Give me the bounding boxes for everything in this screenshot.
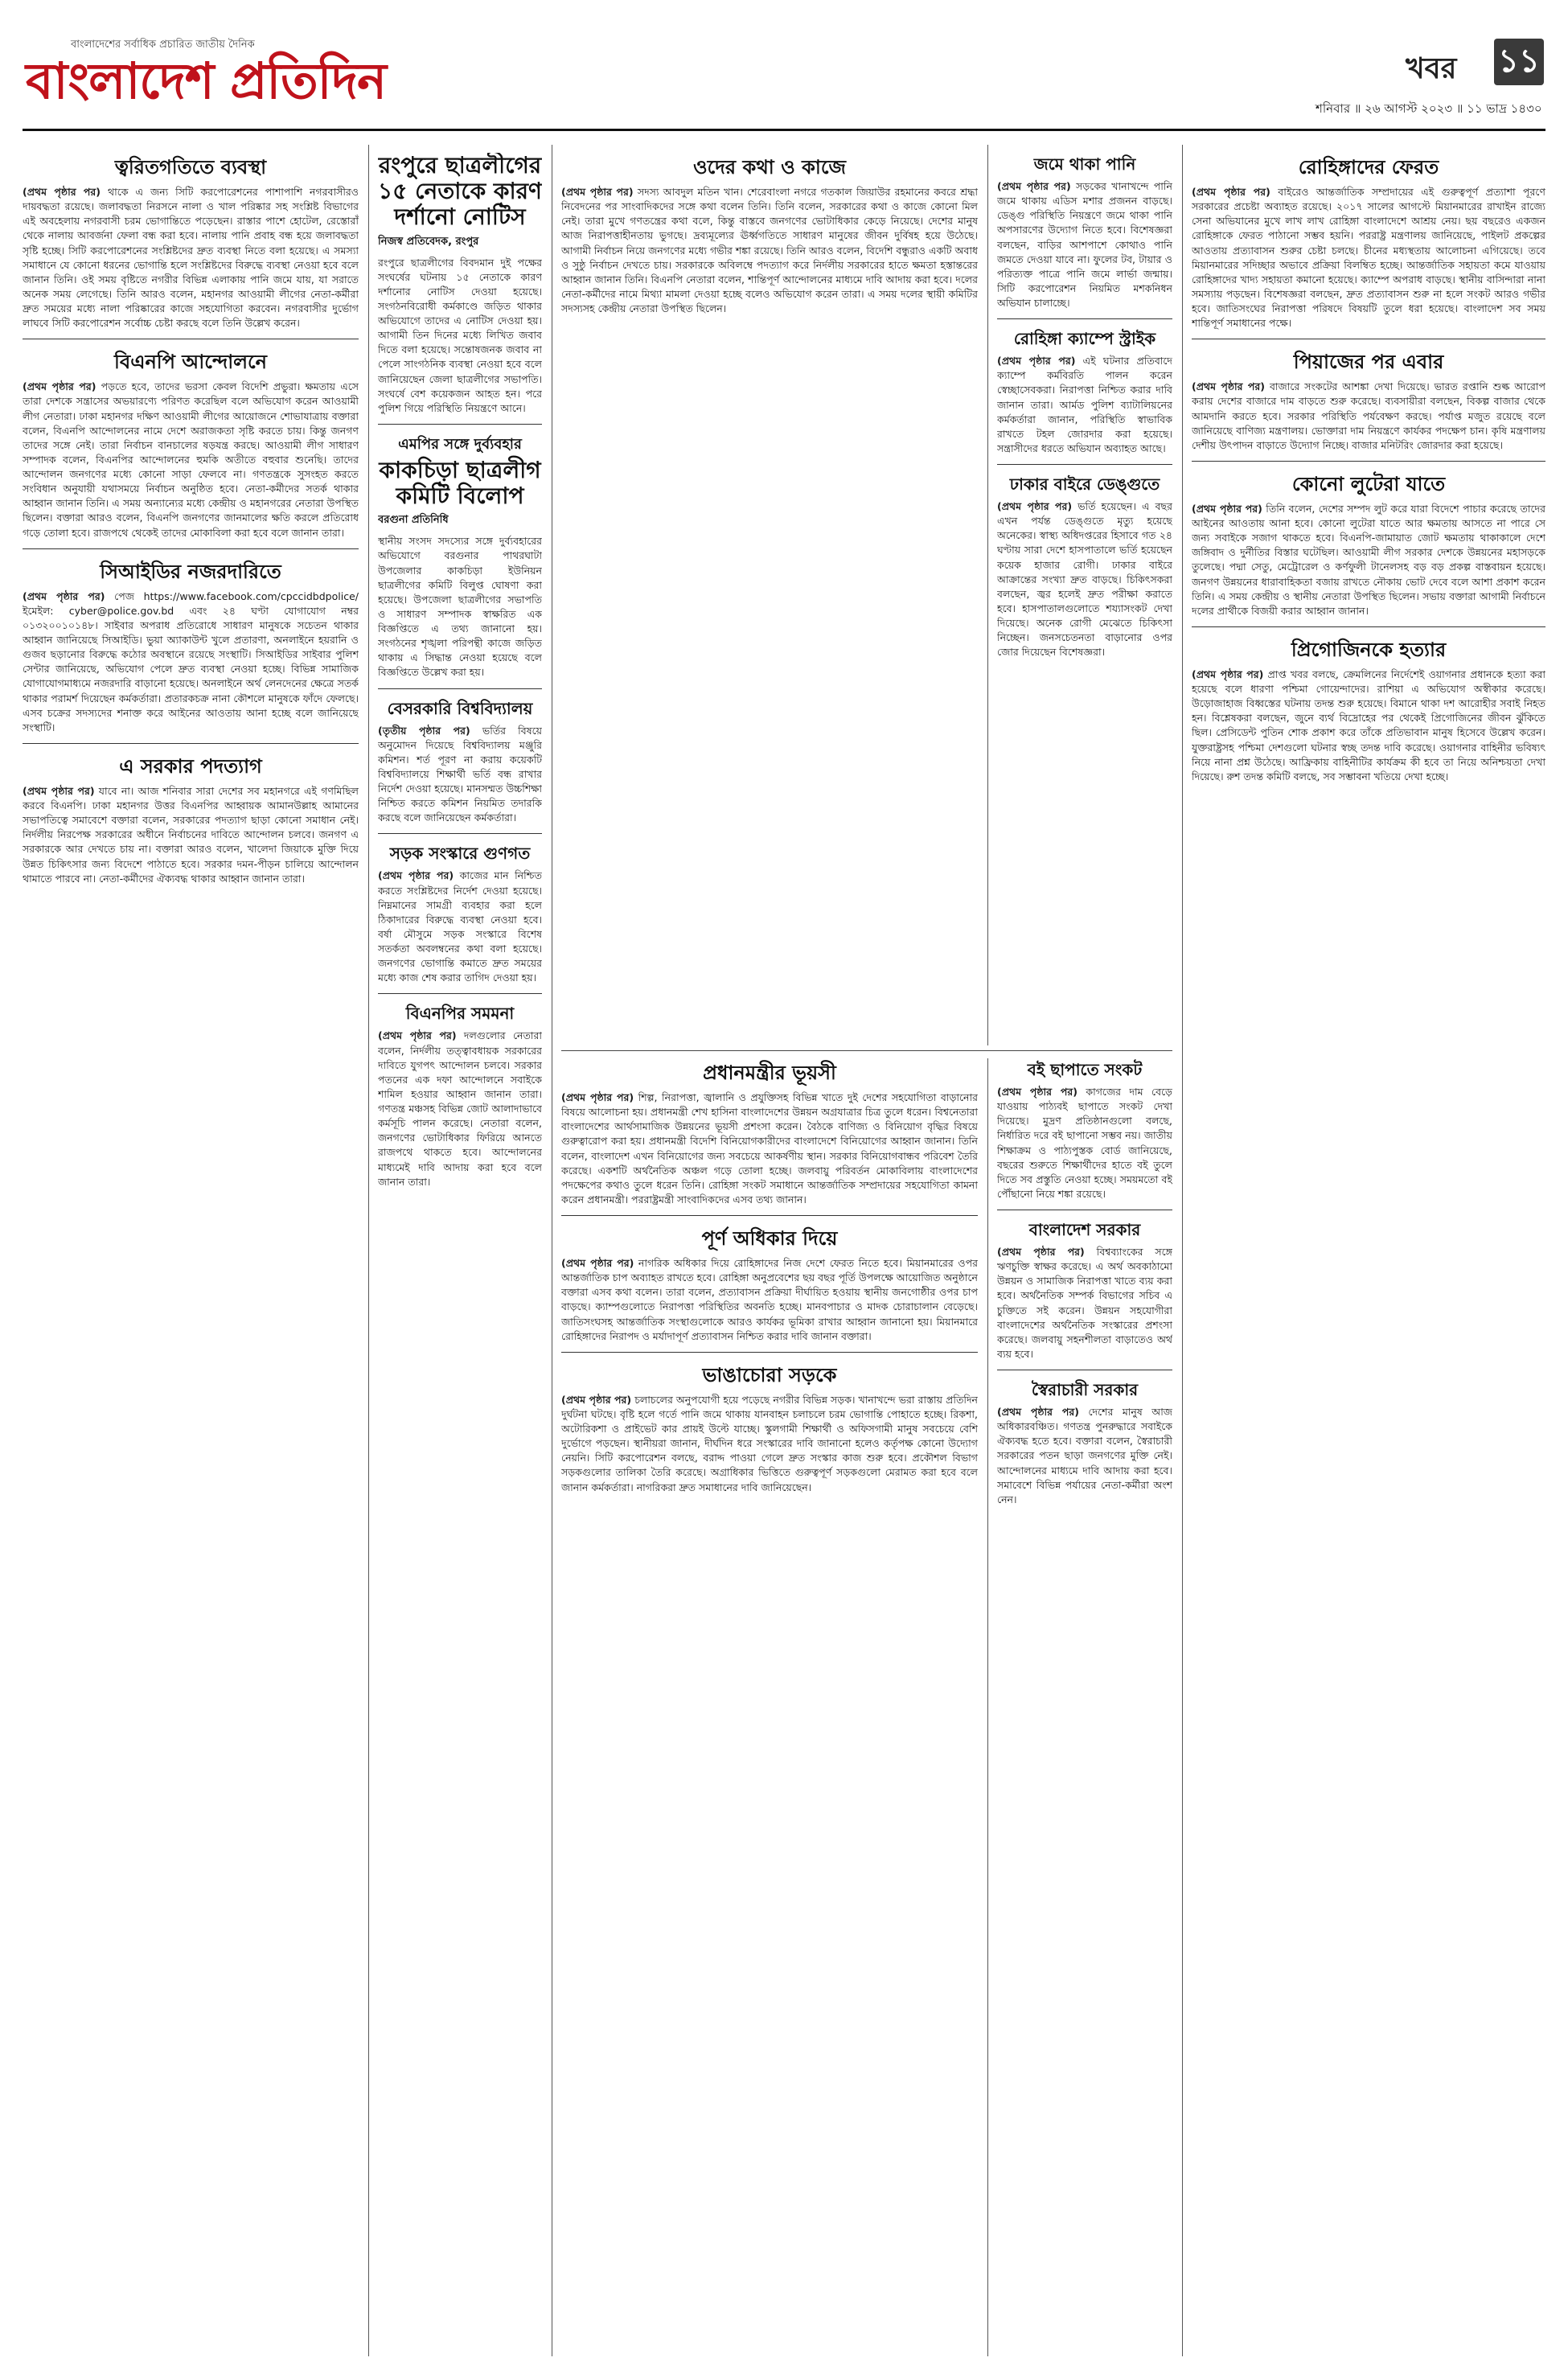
masthead — [23, 23, 1545, 135]
headline: প্রিগোজিনকে হত্যার — [1291, 637, 1447, 661]
headline: ভাঙাচোরা সড়কে — [702, 1362, 837, 1386]
article-body: নাগরিক অধিকার দিয়ে রোহিঙ্গাদের নিজ দেশে ফেরত নিতে হবে। মিয়ানমারের ওপর আন্তর্জাতিক চাপ অব্যাহত রাখতে হবে। রোহিঙ্গা অনুপ্রবেশের ছয় বছর পূর্তি উপলক্ষে আয়োজিত অনুষ্ঠানে বক্তারা এসব কথা বলেন। তারা বলেন, প্রত্যাবাসন প্রক্রিয়া দীর্ঘায়িত হওয়ায় স্থানীয় জনগোষ্ঠীর ওপর চাপ বাড়ছে। ক্যাম্পগুলোতে নিরাপত্তা পরিস্থিতির অবনতি হচ্ছে। মানবপাচার ও মাদক চোরাচালান বেড়েছে। জাতিসংঘসহ আন্তর্জাতিক সংস্থাগুলোকে আরও কার্যকর ভূমিকা রাখার আহ্বান জানানো হয়। মিয়ানমারে রোহিঙ্গাদের নিরাপদ ও মর্যাদাপূর্ণ প্রত্যাবাসন নিশ্চিত করার দাবি জানান বক্তারা। — [561, 1257, 978, 1342]
continuation-label: (প্রথম পৃষ্ঠার পর) — [561, 1257, 634, 1269]
article-road-repair — [378, 842, 542, 985]
column-narrow — [378, 153, 542, 2356]
article-body: পেজ https://www.facebook.com/cpccidbdpolice/ ইমেইল: cyber@police.gov.bd এবং ২৪ ঘণ্টা যোগাযোগ নম্বর ০১৩২০০১০১৪৮। সাইবার অপরাধ প্রতিরোধে সাধারণ মানুষকে সচেতন থাকার আহ্বান জানিয়েছে সিআইডি। ভুয়া অ্যাকাউন্ট খুলে প্রতারণা, অনলাইনে হয়রানি ও গুজব ছড়ানোর বিরুদ্ধে কঠোর অবস্থানে রয়েছে সংস্থাটি। সিআইডির সাইবার পুলিশ সেন্টার জানিয়েছে, অভিযোগ পেলে দ্রুত ব্যবস্থা নেওয়া হচ্ছে। বিভিন্ন সামাজিক যোগাযোগমাধ্যমে নজরদারি বাড়ানো হয়েছে। অনলাইনে অর্থ লেনদেনের ক্ষেত্রে সতর্ক থাকার পরামর্শ দিয়েছেন কর্মকর্তারা। প্রতারকচক্র নানা কৌশলে মানুষকে ফাঁদে ফেলছে। এসব চক্রের সদস্যদের শনাক্ত করে আইনের আওতায় আনা হচ্ছে বলে জানিয়েছে সংস্থাটি। — [23, 589, 359, 733]
article-bangladesh-govt — [997, 1218, 1172, 1362]
divider — [1192, 461, 1545, 462]
column-divider — [368, 145, 369, 2356]
headline: পূর্ণ অধিকার দিয়ে — [701, 1226, 838, 1250]
continuation-label: (প্রথম পৃষ্ঠার পর) — [997, 180, 1071, 192]
article-body: ভর্তির বিষয়ে অনুমোদন দিয়েছে বিশ্ববিদ্যালয় মঞ্জুরি কমিশন। শর্ত পূরণ না করায় কয়েকটি বিশ্ববিদ্যালয়ে শিক্ষার্থী ভর্তি বন্ধ রাখার নির্দেশ দেওয়া হয়েছে। মানসম্মত উচ্চশিক্ষা নিশ্চিত করতে কমিশন নিয়মিত তদারকি করছে বলে জানিয়েছেন কর্মকর্তারা। — [378, 724, 542, 824]
headline: বেসরকারি বিশ্ববিদ্যালয় — [387, 698, 533, 718]
divider — [378, 424, 542, 425]
headline: সিআইডির নজরদারিতে — [100, 559, 281, 583]
article-broken-roads — [561, 1361, 978, 1495]
continuation-label: (প্রথম পৃষ্ঠার পর) — [997, 1246, 1085, 1258]
article-body: রংপুরে ছাত্রলীগের বিবদমান দুই পক্ষের সংঘর্ষের ঘটনায় ১৫ নেতাকে কারণ দর্শানোর নোটিস দেওয়া হয়েছে। সংগঠনবিরোধী কর্মকাণ্ডে জড়িত থাকার অভিযোগে তাদের এ নোটিস দেওয়া হয়। আগামী তিন দিনের মধ্যে লিখিত জবাব দিতে বলা হয়েছে। সন্তোষজনক জবাব না পেলে সাংগঠনিক ব্যবস্থা নেওয়া হবে বলে জানিয়েছেন জেলা ছাত্রলীগের সভাপতি। সংঘর্ষে বেশ কয়েকজন আহত হন। পরে পুলিশ গিয়ে পরিস্থিতি নিয়ন্ত্রণে আনে। — [378, 256, 542, 414]
dateline: শনিবার ॥ ২৬ আগস্ট ২০২৩ ॥ ১১ ভাদ্র ১৪৩০ — [1316, 101, 1542, 116]
article-body: তিনি বলেন, দেশের সম্পদ লুট করে যারা বিদেশে পাচার করেছে তাদের আইনের আওতায় আনা হবে। কোনো লুটেরা যাতে আর ক্ষমতায় আসতে না পারে সে জন্য সবাইকে সজাগ থাকতে হবে। বিএনপি-জামায়াত জোট ক্ষমতায় থাকাকালে দেশে জঙ্গিবাদ ও দুর্নীতির বিস্তার ঘটেছিল। আওয়ামী লীগ সরকার দেশকে উন্নয়নের মহাসড়কে তুলেছে। পদ্মা সেতু, মেট্রোরেল ও কর্ণফুলী টানেলসহ বড় বড় প্রকল্প বাস্তবায়ন হয়েছে। জনগণ উন্নয়নের ধারাবাহিকতা বজায় রাখতে নৌকায় ভোট দেবে বলে আশা প্রকাশ করেন তিনি। এ সময় কেন্দ্রীয় ও স্থানীয় নেতারা উপস্থিত ছিলেন। সভায় বক্তারা আগামী নির্বাচনে দলের প্রার্থীকে বিজয়ী করার আহ্বান জানান। — [1192, 502, 1545, 617]
column-right-center-upper — [997, 153, 1172, 1045]
article-body: এই ঘটনার প্রতিবাদে ক্যাম্পে কর্মবিরতি পালন করেন স্বেচ্ছাসেবকরা। নিরাপত্তা নিশ্চিত করার দাবি জানান তারা। আর্মড পুলিশ ব্যাটালিয়নের কর্মকর্তারা জানান, পরিস্থিতি স্বাভাবিক রাখতে টহল জোরদার করা হয়েছে। সন্ত্রাসীদের ধরতে অভিযান অব্যাহত আছে। — [997, 355, 1172, 454]
continuation-label: (প্রথম পৃষ্ঠার পর) — [23, 186, 101, 198]
divider — [561, 1352, 978, 1353]
article-body: শিল্প, নিরাপত্তা, জ্বালানি ও প্রযুক্তিসহ বিভিন্ন খাতে দুই দেশের সহযোগিতা বাড়ানোর বিষয়ে আলোচনা হয়। প্রধানমন্ত্রী শেখ হাসিনা বাংলাদেশের উন্নয়ন অগ্রযাত্রার চিত্র তুলে ধরেন। বিশ্বনেতারা বাংলাদেশের আর্থসামাজিক উন্নয়নের ভূয়সী প্রশংসা করেন। বৈঠকে বাণিজ্য ও বিনিয়োগ বৃদ্ধির বিষয়ে গুরুত্বারোপ করা হয়। প্রধানমন্ত্রী বিদেশি বিনিয়োগকারীদের বাংলাদেশে বিনিয়োগের আহ্বান জানান। তিনি বলেন, বাংলাদেশ এখন বিনিয়োগের জন্য সবচেয়ে আকর্ষণীয় স্থান। সরকার বিনিয়োগবান্ধব পরিবেশ তৈরি করেছে। একশটি অর্থনৈতিক অঞ্চল গড়ে তোলা হচ্ছে। জলবায়ু পরিবর্তন মোকাবিলায় বাংলাদেশের পদক্ষেপের কথাও তুলে ধরেন তিনি। রোহিঙ্গা সংকট সমাধানে আন্তর্জাতিক সম্প্রদায়ের সহযোগিতা কামনা করেন প্রধানমন্ত্রী। পররাষ্ট্রমন্ত্রী সাংবাদিকদের এসব তথ্য জানান। — [561, 1091, 978, 1205]
article-onion — [1192, 347, 1545, 453]
continuation-label: (প্রথম পৃষ্ঠার পর) — [997, 1406, 1079, 1418]
article-rohingya-camp-strike — [997, 327, 1172, 456]
article-bnp-movement — [23, 347, 359, 540]
continuation-label: (প্রথম পৃষ্ঠার পর) — [1192, 186, 1270, 198]
continuation-label: (প্রথম পৃষ্ঠার পর) — [997, 500, 1073, 512]
headline: এ সরকার পদত্যাগ — [119, 754, 262, 778]
headline: রংপুরে ছাত্রলীগের ১৫ নেতাকে কারণ দর্শানো নোটিস — [378, 153, 542, 231]
continuation-label: (তৃতীয় পৃষ্ঠার পর) — [378, 724, 470, 737]
article-autocratic-govt — [997, 1378, 1172, 1507]
article-rangpur — [378, 153, 542, 416]
article-body: বিশ্বব্যাংকের সঙ্গে ঋণচুক্তি স্বাক্ষর করেছে। এ অর্থ অবকাঠামো উন্নয়ন ও সামাজিক নিরাপত্তা খাতে ব্যয় করা হবে। অর্থনৈতিক সম্পর্ক বিভাগের সচিব এ চুক্তিতে সই করেন। উন্নয়ন সহযোগীরা বাংলাদেশের অর্থনৈতিক সংস্কারের প্রশংসা করেছে। জলবায়ু সহনশীলতা বাড়াতেও অর্থ ব্যয় হবে। — [997, 1246, 1172, 1360]
page-number: ১১ — [1494, 39, 1544, 85]
column-divider — [987, 1058, 988, 2356]
divider — [378, 688, 542, 689]
article-body: বাজারে সংকটের আশঙ্কা দেখা দিয়েছে। ভারত রপ্তানি শুল্ক আরোপ করায় দেশের বাজারে দাম বাড়তে শুরু করেছে। ব্যবসায়ীরা বলছেন, বিকল্প বাজার থেকে আমদানি করতে হবে। সরকার পরিস্থিতি পর্যবেক্ষণ করছে। পর্যাপ্ত মজুত রয়েছে বলে জানিয়েছে বাণিজ্য মন্ত্রণালয়। ভোক্তারা দাম নিয়ন্ত্রণে কার্যকর পদক্ষেপ চান। কৃষি মন্ত্রণালয় দেশীয় উৎপাদন বাড়াতে উদ্যোগ নিচ্ছে। বাজার মনিটরিং জোরদার করা হয়েছে। — [1192, 380, 1545, 451]
article-cid — [23, 557, 359, 735]
article-body: যাবে না। আজ শনিবার সারা দেশের সব মহানগরে এই গণমিছিল করবে বিএনপি। ঢাকা মহানগর উত্তর বিএনপির আহ্বায়ক আমানউল্লাহ আমানের সভাপতিত্বে সমাবেশে বক্তারা বলেন, সরকারের পদত্যাগ ছাড়া কোনো সমাধান নেই। নির্দলীয় নিরপেক্ষ সরকারের অধীনে নির্বাচনের দাবিতে আন্দোলন চলবে। জনগণ এ সরকারকে আর দেখতে চায় না। বক্তারা আরও বলেন, খালেদা জিয়াকে মুক্তি দিয়ে উন্নত চিকিৎসার জন্য বিদেশে পাঠাতে হবে। সরকার দমন-পীড়ন চালিয়ে আন্দোলন থামাতে পারবে না। নেতা-কর্মীদের ঐক্যবদ্ধ থাকার আহ্বান জানান তারা। — [23, 784, 359, 885]
article-body: দেশের মানুষ আজ অধিকারবঞ্চিত। গণতন্ত্র পুনরুদ্ধারে সবাইকে ঐক্যবদ্ধ হতে হবে। বক্তারা বলেন, স্বৈরাচারী সরকারের পতন ছাড়া জনগণের মুক্তি নেই। আন্দোলনের মাধ্যমে দাবি আদায় করা হবে। সমাবেশে বিভিন্ন পর্যায়ের নেতা-কর্মীরা অংশ নেন। — [997, 1406, 1172, 1505]
article-body: প্রাপ্ত খবর বলছে, ক্রেমলিনের নির্দেশেই ওয়াগনার প্রধানকে হত্যা করা হয়েছে বলে ধারণা পশ্চিমা গোয়েন্দাদের। রাশিয়া এ অভিযোগ অস্বীকার করেছে। উড়োজাহাজ বিধ্বস্তের ঘটনায় তদন্ত শুরু হয়েছে। বিমানে থাকা দশ আরোহীর সবাই নিহত হন। বিশ্লেষকরা বলছেন, জুনে ব্যর্থ বিদ্রোহের পর থেকেই প্রিগোজিনের জীবন ঝুঁকিতে ছিল। প্রেসিডেন্ট পুতিন শোক প্রকাশ করে তাঁকে প্রতিভাবান মানুষ হিসেবে উল্লেখ করেন। যুক্তরাষ্ট্রসহ পশ্চিমা দেশগুলো ঘটনার স্বচ্ছ তদন্ত দাবি করেছে। ওয়াগনার বাহিনীর ভবিষ্যৎ নিয়ে নানা প্রশ্ন উঠেছে। আফ্রিকায় বাহিনীটির কার্যক্রম কী হবে তা নিয়ে অনিশ্চয়তা দেখা দিয়েছে। রুশ তদন্ত কমিটি বলছে, সব সম্ভাবনা খতিয়ে দেখা হচ্ছে। — [1192, 667, 1545, 782]
article-prigozhin — [1192, 635, 1545, 784]
column-right-center-lower — [997, 1058, 1172, 2356]
article-body: থাকে এ জন্য সিটি করপোরেশনের পাশাপাশি নগরবাসীরও দায়বদ্ধতা রয়েছে। জলাবদ্ধতা নিরসনে নালা ও খাল পরিষ্কার সহ সংশ্লিষ্ট বিভাগের এই অবহেলায় নগরবাসী চরম ভোগান্তিতে পড়েছেন। রাস্তার পাশে হোটেল, রেস্তোরাঁ থেকে নালায় আবর্জনা ফেলা বন্ধ করা হবে। নালায় পানি প্রবাহ বন্ধ হয়ে জলাবদ্ধতা সৃষ্টি হচ্ছে। সিটি করপোরেশনের সংশ্লিষ্টদের দ্রুত ব্যবস্থা নিতে বলা হয়েছে। এ সমস্যা সমাধানে যে কোনো ধরনের ভোগান্তি হলে সংশ্লিষ্টদের বিরুদ্ধে ব্যবস্থা নেওয়া হবে বলে জানান তিনি। ওই সময় বৃষ্টিতে নগরীর বিভিন্ন এলাকায় পানি জমে যায়, যা সরাতে অনেক সময় লেগেছে। তিনি আরও বলেন, মহানগর আওয়ামী লীগের নেতা-কর্মীরা দ্রুত সময়ের মধ্যে নালা পরিষ্কারের কাজে সহযোগিতা করবেন। নগরবাসীর দুর্ভোগ লাঘবে সিটি করপোরেশন সর্বোচ্চ চেষ্টা করছে বলে তিনি উল্লেখ করেন। — [23, 186, 359, 330]
headline: পিয়াজের পর এবার — [1293, 350, 1444, 374]
article-body: কাগজের দাম বেড়ে যাওয়ায় পাঠ্যবই ছাপাতে সংকট দেখা দিয়েছে। মুদ্রণ প্রতিষ্ঠানগুলো বলছে, নির্ধারিত দরে বই ছাপানো সম্ভব নয়। জাতীয় শিক্ষাক্রম ও পাঠ্যপুস্তক বোর্ড জানিয়েছে, বছরের শুরুতে শিক্ষার্থীদের হাতে বই তুলে দিতে সব প্রস্তুতি নেওয়া হচ্ছে। সময়মতো বই পৌঁছানো নিয়ে শঙ্কা রয়েছে। — [997, 1086, 1172, 1200]
divider — [561, 1050, 1172, 1051]
divider — [23, 548, 359, 549]
divider — [561, 1215, 978, 1216]
continuation-label: (প্রথম পৃষ্ঠার পর) — [23, 589, 105, 602]
divider — [23, 743, 359, 744]
kicker: এমপির সঙ্গে দুর্ব্যবহার — [398, 435, 522, 453]
article-body: সদস্য আবদুল মতিন খান। শেরেবাংলা নগরে গতকাল জিয়াউর রহমানের কবরে শ্রদ্ধা নিবেদনের পর সাংবাদিকদের সঙ্গে কথা বলেন তিনি। তিনি বলেন, সরকারের কথা ও কাজে কোনো মিল নেই। তারা মুখে গণতন্ত্রের কথা বলে, কিন্তু বাস্তবে জনগণের ভোটাধিকার কেড়ে নিয়েছে। দেশের মানুষ আজ নিরাপত্তাহীনতায় ভুগছে। দ্রব্যমূল্যের ঊর্ধ্বগতিতে সাধারণ মানুষের জীবন দুর্বিষহ হয়ে উঠেছে। আগামী নির্বাচন নিয়ে জনগণের মধ্যে গভীর শঙ্কা রয়েছে। তিনি আরও বলেন, বিদেশি বন্ধুরাও একটি অবাধ ও সুষ্ঠু নির্বাচন দেখতে চায়। সরকারকে অবিলম্বে পদত্যাগ করে নির্দলীয় সরকারের হাতে ক্ষমতা হস্তান্তরের আহ্বান জানান তিনি। বিএনপি নেতারা বলেন, শান্তিপূর্ণ আন্দোলনের মাধ্যমে দাবি আদায় করা হবে। দলের নেতা-কর্মীদের নামে মিথ্যা মামলা দেওয়া হচ্ছে বলেও অভিযোগ করেন তারা। এ সময় দলের স্থায়ী কমিটির সদস্যসহ কেন্দ্রীয় নেতারা উপস্থিত ছিলেন। — [561, 186, 978, 314]
article-resignation — [23, 752, 359, 886]
article-body: ভর্তি হয়েছেন। এ বছর এখন পর্যন্ত ডেঙ্গুতে মৃত্যু হয়েছে অনেকের। স্বাস্থ্য অধিদপ্তরের হিসাবে গত ২৪ ঘণ্টায় সারা দেশে হাসপাতালে ভর্তি হয়েছেন কয়েক হাজার রোগী। ঢাকার বাইরে আক্রান্তের সংখ্যা দ্রুত বাড়ছে। চিকিৎসকরা বলছেন, জ্বর হলেই দ্রুত পরীক্ষা করাতে হবে। হাসপাতালগুলোতে শয্যাসংকট দেখা দিয়েছে। অনেক রোগী মেঝেতে চিকিৎসা নিচ্ছেন। জনসচেতনতা বাড়ানোর ওপর জোর দিয়েছেন বিশেষজ্ঞরা। — [997, 500, 1172, 659]
article-full-rights — [561, 1224, 978, 1344]
headline: বিএনপির সমমনা — [405, 1004, 515, 1024]
article-body: স্থানীয় সংসদ সদস্যের সঙ্গে দুর্ব্যবহারের অভিযোগে বরগুনার পাথরঘাটা উপজেলার কাকচিড়া ইউনিয়ন ছাত্রলীগের কমিটি বিলুপ্ত ঘোষণা করা হয়েছে। উপজেলা ছাত্রলীগের সভাপতি ও সাধারণ সম্পাদক স্বাক্ষরিত এক বিজ্ঞপ্তিতে এ তথ্য জানানো হয়। সংগঠনের শৃঙ্খলা পরিপন্থী কাজে জড়িত থাকায় এ সিদ্ধান্ত নেওয়া হয়েছে বলে বিজ্ঞপ্তিতে উল্লেখ করা হয়। — [378, 535, 542, 679]
continuation-label: (প্রথম পৃষ্ঠার পর) — [997, 355, 1076, 368]
continuation-label: (প্রথম পৃষ্ঠার পর) — [997, 1086, 1077, 1098]
headline: ত্বরিতগতিতে ব্যবস্থা — [114, 155, 267, 179]
headline: বাংলাদেশ সরকার — [1028, 1220, 1141, 1239]
article-book-printing — [997, 1058, 1172, 1201]
headline: বিএনপি আন্দোলনে — [113, 350, 268, 374]
headline: ওদের কথা ও কাজে — [692, 155, 846, 179]
masthead-tagline: বাংলাদেশের সর্বাধিক প্রচারিত জাতীয় দৈনিক — [71, 39, 255, 51]
headline: প্রধানমন্ত্রীর ভূয়সী — [703, 1061, 836, 1084]
headline: কাকচিড়া ছাত্রলীগ কমিটি বিলোপ — [379, 456, 541, 510]
article-stagnant-water — [997, 153, 1172, 310]
continuation-label: (প্রথম পৃষ্ঠার পর) — [561, 1091, 634, 1103]
article-body: কাজের মান নিশ্চিত করতে সংশ্লিষ্টদের নির্দেশ দেওয়া হয়েছে। নিম্নমানের সামগ্রী ব্যবহার করা হলে ঠিকাদারের বিরুদ্ধে ব্যবস্থা নেওয়া হবে। বর্ষা মৌসুমে সড়ক সংস্কারে বিশেষ সতর্কতা অবলম্বনের কথা বলা হয়েছে। জনগণের ভোগান্তি কমাতে দ্রুত সময়ের মধ্যে কাজ শেষ করার তাগিদ দেওয়া হয়। — [378, 869, 542, 984]
divider — [997, 318, 1172, 319]
masthead-title: বাংলাদেশ প্রতিদিন — [26, 51, 386, 110]
continuation-label: (প্রথম পৃষ্ঠার পর) — [378, 1029, 457, 1042]
article-dengue — [997, 473, 1172, 659]
article-body: দলগুলোর নেতারা বলেন, নির্দলীয় তত্ত্বাবধায়ক সরকারের দাবিতে যুগপৎ আন্দোলন চলবে। সরকার পতনের এক দফা আন্দোলনে সবাইকে শামিল হওয়ার আহ্বান জানান তারা। গণতন্ত্র মঞ্চসহ বিভিন্ন জোট আলাদাভাবে কর্মসূচি পালন করেছে। নেতারা বলেন, জনগণের ভোটাধিকার ফিরিয়ে আনতে রাজপথে থাকতে হবে। আন্দোলনের মাধ্যমেই দাবি আদায় করা হবে বলে জানান তারা। — [378, 1029, 542, 1188]
article-bnp-allies — [378, 1002, 542, 1189]
column-center-lower — [561, 1058, 978, 2356]
article-body: পড়তে হবে, তাদের ভরসা কেবল বিদেশি প্রভুরা। ক্ষমতায় এসে তারা দেশকে সন্ত্রাসের অভয়ারণ্যে পরিণত করেছিল বলে অভিযোগ করেন আওয়ামী লীগ নেতারা। ঢাকা মহানগর দক্ষিণ আওয়ামী লীগের আয়োজনে শোভাযাত্রায় বক্তারা বলেন, বিএনপি আন্দোলনের নামে দেশে অরাজকতা সৃষ্টি করতে চায়। কিন্তু জনগণ তাদের সঙ্গে নেই। তারা নির্বাচন বানচালের ষড়যন্ত্র করছে। আওয়ামী লীগ সাধারণ সম্পাদক বলেন, বিএনপির আন্দোলনের হুমকি অতীতে বহুবার শুনেছি। তাদের আন্দোলন জনগণের মধ্যে কোনো সাড়া ফেলবে না। গণতন্ত্রকে সুসংহত করতে সংবিধান অনুযায়ী যথাসময়ে নির্বাচন অনুষ্ঠিত হবে। নেতা-কর্মীদের সতর্ক থাকার আহ্বান জানান তিনি। এ সময় অন্যান্যের মধ্যে কেন্দ্রীয় ও মহানগরের নেতারা উপস্থিত ছিলেন। বক্তারা আরও বলেন, বিএনপি জনগণের জানমালের ক্ষতি করলে প্রতিরোধ গড়ে তোলা হবে। রাজপথে থেকেই তাদের মোকাবিলা করা হবে বলে জানান তারা। — [23, 380, 359, 539]
divider — [997, 464, 1172, 465]
article-rohingya-return — [1192, 153, 1545, 331]
continuation-label: (প্রথম পৃষ্ঠার পর) — [1192, 380, 1265, 393]
article-their-words — [561, 153, 978, 316]
headline: জমে থাকা পানি — [1033, 154, 1136, 174]
byline: বরগুনা প্রতিনিধি — [378, 514, 449, 527]
headline: রোহিঙ্গা ক্যাম্পে স্ট্রাইক — [1013, 329, 1156, 349]
column-right — [1192, 153, 1545, 2356]
continuation-label: (প্রথম পৃষ্ঠার পর) — [23, 380, 96, 393]
column-left — [23, 153, 359, 2356]
column-divider — [1182, 145, 1183, 2356]
article-looters — [1192, 470, 1545, 618]
article-body: সড়কের খানাখন্দে পানি জমে থাকায় এডিস মশার প্রজনন বাড়ছে। ডেঙ্গু পরিস্থিতি নিয়ন্ত্রণে জমে থাকা পানি অপসারণের উদ্যোগ নিতে হবে। বিশেষজ্ঞরা বলছেন, বাড়ির আশপাশে কোথাও পানি জমতে দেওয়া যাবে না। ফুলের টব, টায়ার ও পরিত্যক্ত পাত্রে পানি জমে লার্ভা জন্মায়। সিটি করপোরেশন নিয়মিত মশকনিধন অভিযান চালাচ্ছে। — [997, 180, 1172, 309]
divider — [1192, 626, 1545, 627]
continuation-label: (প্রথম পৃষ্ঠার পর) — [561, 186, 634, 198]
divider — [378, 833, 542, 834]
section-label: খবর — [1406, 51, 1457, 85]
headline: সড়ক সংস্কারে গুণগত — [389, 844, 531, 864]
article-body: চলাচলের অনুপযোগী হয়ে পড়েছে নগরীর বিভিন্ন সড়ক। খানাখন্দে ভরা রাস্তায় প্রতিদিন দুর্ঘটনা ঘটছে। বৃষ্টি হলে গর্তে পানি জমে থাকায় যানবাহন চলাচলে চরম ভোগান্তি পোহাতে হচ্ছে। রিকশা, অটোরিকশা ও প্রাইভেট কার প্রায়ই উল্টে যাচ্ছে। স্কুলগামী শিক্ষার্থী ও অফিসগামী মানুষ সবচেয়ে বেশি দুর্ভোগে পড়ছেন। স্থানীয়রা জানান, দীর্ঘদিন ধরে সংস্কারের দাবি জানানো হলেও কর্তৃপক্ষ কোনো উদ্যোগ নেয়নি। সিটি করপোরেশন বলছে, বরাদ্দ পাওয়া গেলে দ্রুত সংস্কার কাজ শুরু হবে। প্রকৌশল বিভাগ সড়কগুলোর তালিকা তৈরি করেছে। অগ্রাধিকার ভিত্তিতে গুরুত্বপূর্ণ সড়কগুলো মেরামত করা হবে বলে জানান কর্মকর্তারা। নাগরিকরা দ্রুত সমাধানের দাবি জানিয়েছেন। — [561, 1393, 978, 1493]
continuation-label: (প্রথম পৃষ্ঠার পর) — [561, 1393, 632, 1406]
continuation-label: (প্রথম পৃষ্ঠার পর) — [1192, 502, 1262, 515]
divider — [378, 993, 542, 994]
column-divider — [987, 145, 988, 1045]
headline: ঢাকার বাইরে ডেঙ্গুতে — [1009, 474, 1160, 494]
headline: স্বৈরাচারী সরকার — [1031, 1380, 1139, 1399]
headline: রোহিঙ্গাদের ফেরত — [1298, 155, 1439, 179]
article-kakchira — [378, 433, 542, 680]
byline: নিজস্ব প্রতিবেদক, রংপুর — [378, 235, 479, 248]
continuation-label: (প্রথম পৃষ্ঠার পর) — [23, 784, 95, 797]
article-private-university — [378, 697, 542, 826]
masthead-rule — [23, 129, 1545, 131]
headline: কোনো লুটেরা যাতে — [1291, 471, 1446, 495]
article-body: বাইরেও আন্তর্জাতিক সম্প্রদায়ের এই গুরুত্বপূর্ণ প্রত্যাশা পূরণে সরকারের প্রচেষ্টা অব্যাহত রয়েছে। ২০১৭ সালের আগস্টে মিয়ানমারের রাখাইন রাজ্যে সেনা অভিযানের মুখে লাখ লাখ রোহিঙ্গা বাংলাদেশে আশ্রয় নেয়। ছয় বছরেও একজন রোহিঙ্গাকে ফেরত পাঠানো সম্ভব হয়নি। পররাষ্ট্র মন্ত্রণালয় জানিয়েছে, পাইলট প্রকল্পের আওতায় প্রত্যাবাসন শুরুর চেষ্টা চলছে। চীনের মধ্যস্থতায় আলোচনা এগিয়েছে। তবে মিয়ানমারের সদিচ্ছার অভাবে প্রক্রিয়া বিলম্বিত হচ্ছে। আন্তর্জাতিক সহায়তা কমে যাওয়ায় রোহিঙ্গাদের খাদ্য সহায়তা কমানো হয়েছে। ক্যাম্পে অপরাধ বাড়ছে। স্থানীয় বাসিন্দারা নানা সমস্যায় পড়ছেন। বিশেষজ্ঞরা বলছেন, দ্রুত প্রত্যাবাসন শুরু না হলে সংকট আরও গভীর হবে। জাতিসংঘের নিরাপত্তা পরিষদে বিষয়টি তুলে ধরা হয়েছে। বাংলাদেশ সব সময় শান্তিপূর্ণ সমাধানের পক্ষে। — [1192, 186, 1545, 330]
column-center-upper — [561, 153, 978, 1045]
continuation-label: (প্রথম পৃষ্ঠার পর) — [1192, 667, 1264, 680]
article-pm-praise — [561, 1058, 978, 1207]
article-treatment — [23, 153, 359, 331]
continuation-label: (প্রথম পৃষ্ঠার পর) — [378, 869, 454, 882]
headline: বই ছাপাতে সংকট — [1027, 1060, 1143, 1079]
